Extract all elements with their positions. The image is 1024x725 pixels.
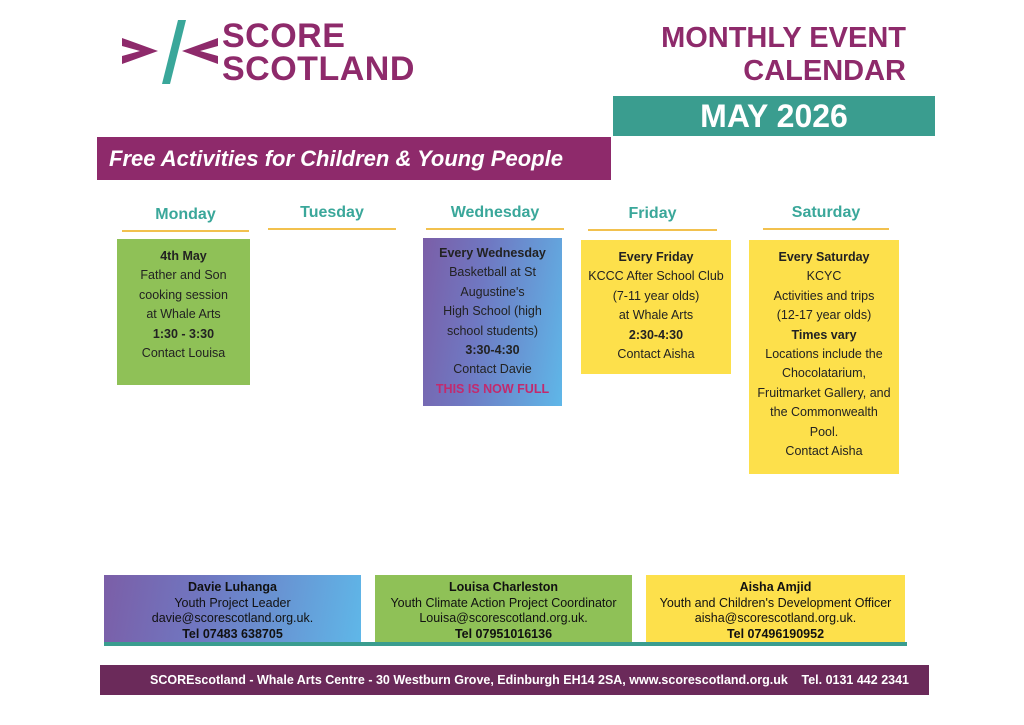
contact-email[interactable]: davie@scorescotland.org.uk.: [151, 611, 314, 625]
activities-banner: Free Activities for Children & Young People: [97, 137, 611, 180]
calendar-title: [546, 22, 906, 88]
event-time: 1:30 - 3:30: [152, 326, 215, 341]
contact-name: Davie Luhanga: [188, 580, 277, 594]
title-line-2: CALENDAR: [743, 55, 906, 87]
logo-line-1: SCORE: [222, 17, 346, 55]
event-line: Pool.: [809, 424, 839, 439]
day-header-saturday: Saturday: [763, 204, 889, 230]
event-contact: Contact Aisha: [785, 444, 863, 459]
event-line: Activities and trips: [773, 288, 875, 303]
event-line: at Whale Arts: [146, 307, 221, 322]
footer-address[interactable]: SCOREscotland - Whale Arts Centre - 30 Westburn Grove, Edinburgh EH14 2SA, www.scorescotland.org.uk: [150, 673, 788, 687]
day-header-monday: Monday: [122, 206, 249, 232]
contact-card-aisha: [646, 575, 905, 642]
event-line: Locations include the: [765, 347, 883, 362]
event-line: (7-11 year olds): [612, 288, 700, 303]
day-header-tuesday: Tuesday: [268, 204, 396, 230]
event-contact: Contact Louisa: [141, 346, 226, 361]
contact-name: Aisha Amjid: [739, 580, 812, 594]
event-contact: Contact Aisha: [617, 347, 695, 362]
event-line: the Commonwealth: [770, 405, 878, 420]
event-saturday: [749, 240, 899, 474]
contact-email[interactable]: Louisa@scorescotland.org.uk.: [419, 611, 588, 625]
event-contact: Contact Davie: [453, 362, 532, 377]
day-header-friday: Friday: [588, 205, 717, 231]
event-line: KCYC: [806, 269, 842, 284]
event-date: 4th May: [160, 249, 207, 263]
event-time: Times vary: [791, 327, 857, 342]
event-line: Augustine's: [460, 284, 525, 299]
contact-tel: Tel 07951016136: [454, 626, 553, 641]
event-line: cooking session: [139, 287, 228, 302]
contact-tel: Tel 07483 638705: [182, 626, 283, 641]
logo-line-2: SCOTLAND: [222, 50, 415, 88]
contact-role: Youth Project Leader: [174, 595, 291, 610]
event-title: Every Wednesday: [439, 246, 546, 260]
event-time: 2:30-4:30: [628, 327, 684, 342]
event-line: KCCC After School Club: [588, 269, 724, 284]
contacts-divider: [104, 642, 907, 646]
contact-card-louisa: [375, 575, 632, 642]
title-line-1: MONTHLY EVENT: [661, 22, 906, 54]
day-header-wednesday: Wednesday: [426, 204, 564, 230]
month-banner: MAY 2026: [613, 96, 935, 136]
event-full-notice: THIS IS NOW FULL: [435, 381, 550, 396]
event-friday: [581, 240, 731, 374]
contact-role: Youth Climate Action Project Coordinator: [390, 595, 617, 610]
event-line: Father and Son: [140, 268, 227, 283]
event-line: Chocolatarium,: [781, 366, 867, 381]
contact-tel: Tel 07496190952: [726, 626, 825, 641]
footer-bar: [100, 665, 929, 695]
event-wednesday: [423, 238, 562, 406]
event-title: Every Saturday: [778, 250, 870, 264]
contact-email[interactable]: aisha@scorescotland.org.uk.: [694, 611, 857, 625]
event-monday: [117, 239, 250, 385]
event-title: Every Friday: [618, 250, 694, 264]
event-line: at Whale Arts: [618, 308, 694, 323]
contact-name: Louisa Charleston: [448, 580, 559, 594]
event-time: 3:30-4:30: [465, 343, 520, 358]
event-line: High School (high: [443, 304, 542, 319]
logo-wordmark: [222, 17, 415, 88]
score-logo-mark: [120, 18, 220, 88]
event-line: Basketball at St: [449, 265, 536, 280]
event-line: (12-17 year olds): [776, 308, 872, 323]
contact-role: Youth and Children's Development Officer: [659, 595, 892, 610]
contact-card-davie: [104, 575, 361, 642]
footer-tel: Tel. 0131 442 2341: [801, 673, 909, 687]
event-line: Fruitmarket Gallery, and: [757, 385, 891, 400]
event-line: school students): [446, 323, 539, 338]
